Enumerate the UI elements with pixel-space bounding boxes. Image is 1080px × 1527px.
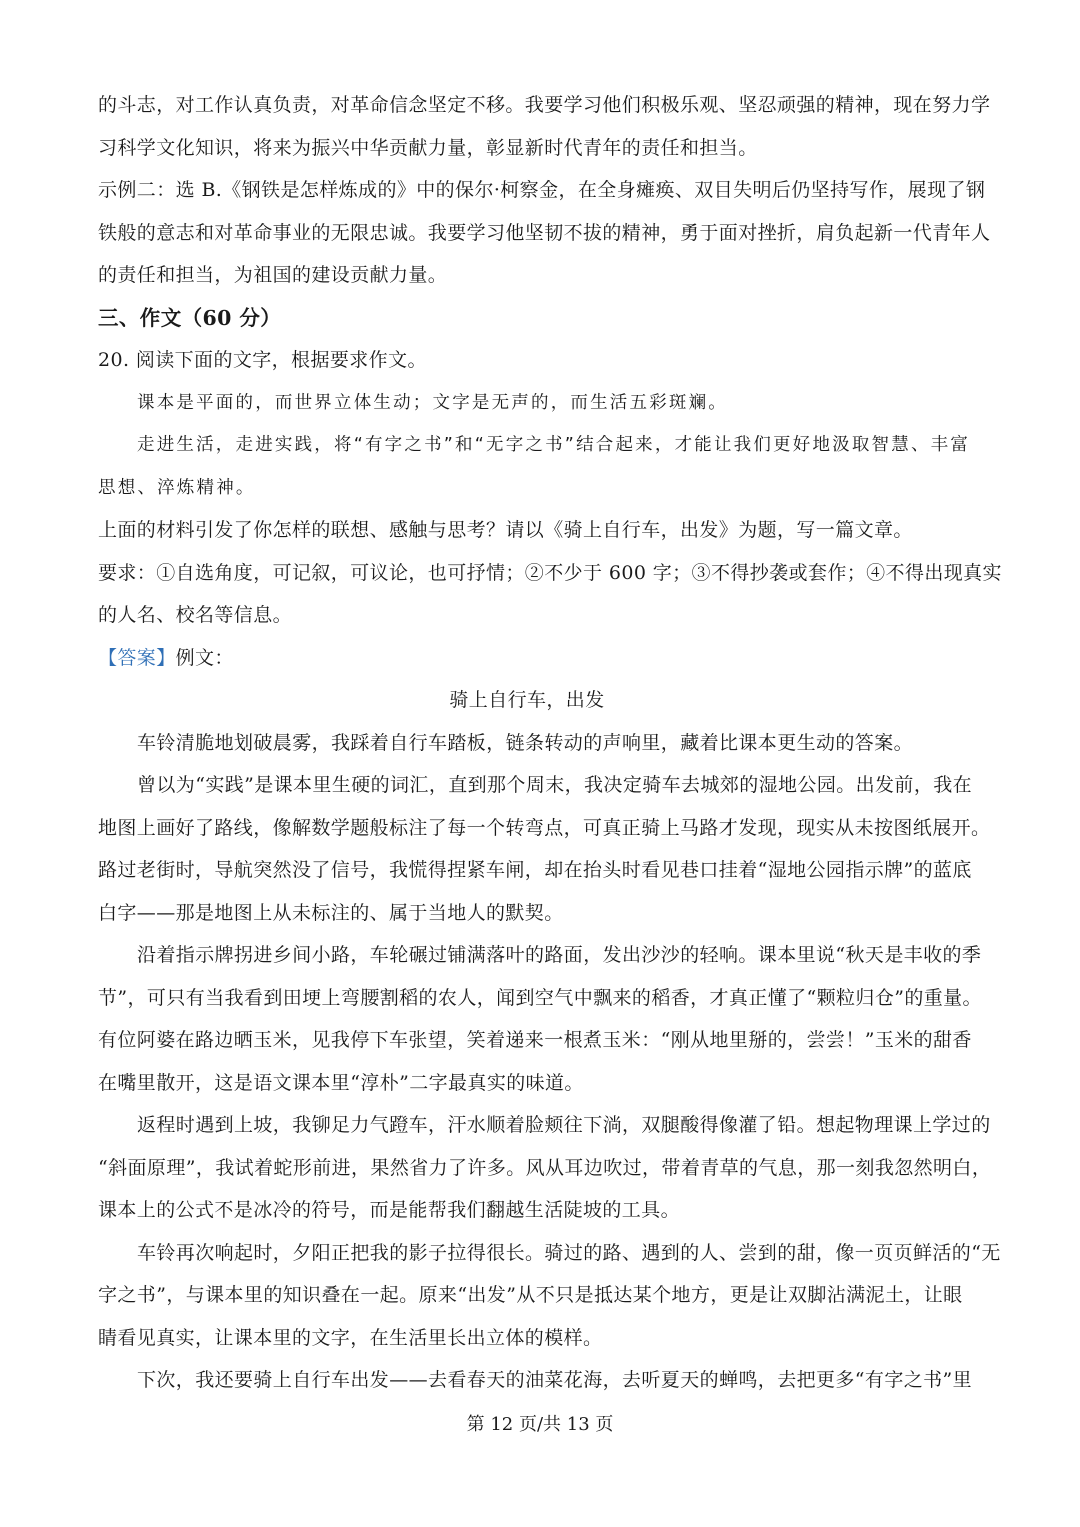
text-line: 的责任和担当，为祖国的建设贡献力量。 <box>98 264 448 286</box>
answer-line <box>98 637 986 680</box>
essay-title: 骑上自行车，出发 <box>449 689 605 711</box>
answer-label: 例文： <box>175 646 234 669</box>
essay-paragraph-line: 字之书”，与课本里的知识叠在一起。原来“出发”从不只是抵达某个地方，更是让双脚沾满泥土，让眼 <box>98 1284 963 1306</box>
essay-paragraph-line: 地图上画好了路线，像解数学题般标注了每一个转弯点，可真正骑上马路才发现，现实从未按图纸展开。 <box>98 816 991 839</box>
text-line: 示例二：选 B.《钢铁是怎样炼成的》中的保尔·柯察金，在全身瘫痪、双目失明后仍坚持写作，展现了钢 <box>98 179 986 201</box>
essay-paragraph-line: 课本上的公式不是冰冷的符号，而是能帮我们翻越生活陡坡的工具。 <box>98 1199 681 1221</box>
essay-paragraph-line: 车铃再次响起时，夕阳正把我的影子拉得很长。骑过的路、遇到的人、尝到的甜，像一页页鲜活的“无 <box>137 1241 1001 1264</box>
essay-paragraph-line: 下次，我还要骑上自行车出发——去看春天的油菜花海，去听夏天的蝉鸣，去把更多“有字之书”里 <box>137 1369 973 1391</box>
material-text: 课本是平面的，而世界立体生动；文字是无声的，而生活五彩斑斓。 <box>137 392 728 413</box>
text-line: 的斗志，对工作认真负责，对革命信念坚定不移。我要学习他们积极乐观、坚忍顽强的精神，现在努力学 <box>98 94 991 116</box>
essay-paragraph-line: 在嘴里散开，这是语文课本里“淳朴”二字最真实的味道。 <box>98 1071 584 1094</box>
page-footer: 第 12 页/共 13 页 <box>466 1414 614 1435</box>
section-heading: 三、作文（60 分） <box>98 305 282 330</box>
essay-paragraph-line: “斜面原理”，我试着蛇形前进，果然省力了许多。风从耳边吹过，带着青草的气息，那一刻我忽然明白， <box>98 1156 992 1179</box>
requirements-text: 要求：①自选角度，可记叙，可议论，也可抒情；②不少于 600 字；③不得抄袭或套作；④不得出现真实 <box>98 561 1002 584</box>
document-body <box>98 84 1002 1402</box>
essay-paragraph-line: 节”，可只有当我看到田埂上弯腰割稻的农人，闻到空气中飘来的稻香，才真正懂了“颗粒归仓”的重量。 <box>98 986 982 1009</box>
essay-paragraph-line: 有位阿婆在路边晒玉米，见我停下车张望，笑着递来一根煮玉米：“刚从地里掰的，尝尝！”玉米的甜香 <box>98 1029 972 1051</box>
text-line: 上面的材料引发了你怎样的联想、感触与思考？请以《骑上自行车，出发》为题，写一篇文章。 <box>98 519 913 541</box>
essay-paragraph-line: 沿着指示牌拐进乡间小路，车轮碾过铺满落叶的路面，发出沙沙的轻响。课本里说“秋天是丰收的季 <box>137 944 982 966</box>
essay-paragraph-line: 车铃清脆地划破晨雾，我踩着自行车踏板，链条转动的声响里，藏着比课本更生动的答案。 <box>137 731 914 754</box>
material-text: 思想、淬炼精神。 <box>98 477 256 498</box>
text-line: 铁般的意志和对革命事业的无限忠诚。我要学习他坚韧不拔的精神，勇于面对挫折，肩负起新一代青年人 <box>98 221 991 244</box>
material-text: 走进生活，走进实践，将“有字之书”和“无字之书”结合起来，才能让我们更好地汲取智慧、丰富 <box>137 435 971 455</box>
text-line: 习科学文化知识，将来为振兴中华贡献力量，彰显新时代青年的责任和担当。 <box>98 136 758 159</box>
answer-tag: 【答案】 <box>98 646 176 669</box>
essay-paragraph-line: 曾以为“实践”是课本里生硬的词汇，直到那个周末，我决定骑车去城郊的湿地公园。出发前，我在 <box>137 774 973 796</box>
essay-paragraph-line: 路过老街时，导航突然没了信号，我慌得捏紧车闸，却在抬头时看见巷口挂着“湿地公园指示牌”的蓝底 <box>98 859 972 881</box>
question-prompt: 20. 阅读下面的文字，根据要求作文。 <box>98 349 427 371</box>
essay-paragraph-line: 返程时遇到上坡，我铆足力气蹬车，汗水顺着脸颊往下淌，双腿酸得像灌了铅。想起物理课上学过的 <box>137 1114 991 1136</box>
requirements-text: 的人名、校名等信息。 <box>98 604 293 626</box>
essay-paragraph-line: 睛看见真实，让课本里的文字，在生活里长出立体的模样。 <box>98 1326 603 1349</box>
essay-paragraph-line: 白字——那是地图上从未标注的、属于当地人的默契。 <box>98 901 564 924</box>
